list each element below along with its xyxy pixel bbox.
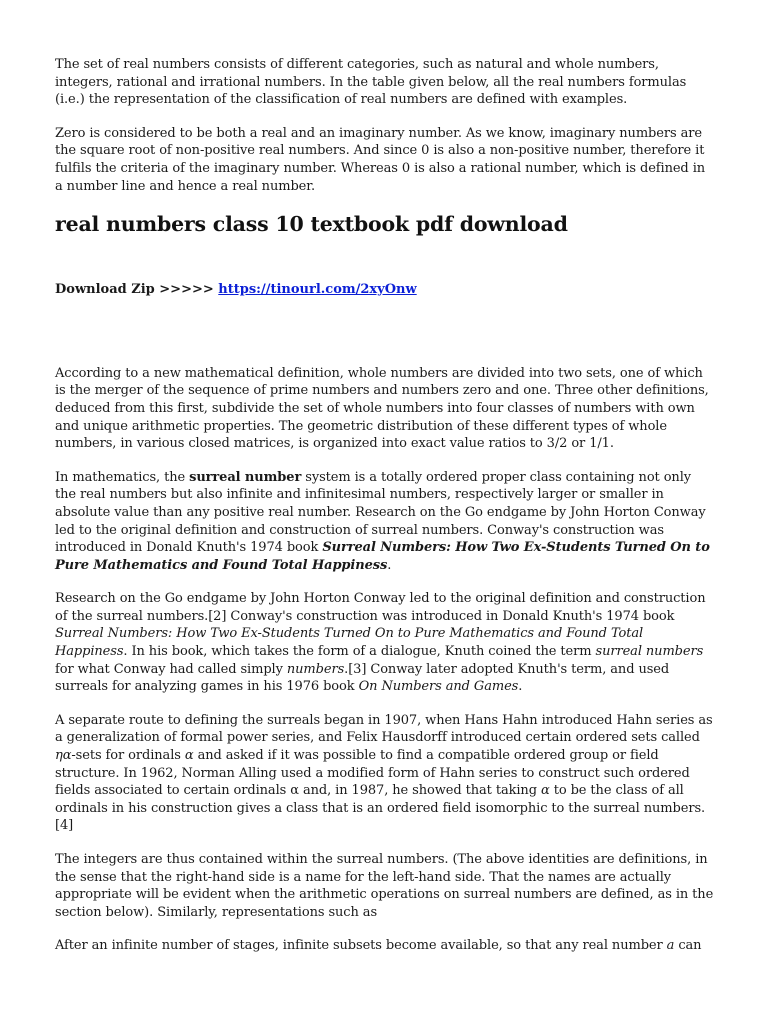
text-run: to be the class of all ordinals in his construction gives a class that is an ordered field isomorphic to the surreal numbers.[4] <box>55 783 706 834</box>
paragraph-hahn-series-route <box>55 712 715 835</box>
download-label: Download Zip >>>>> <box>55 282 219 298</box>
text-run: . In his book, which takes the form of a dialogue, Knuth coined the term <box>123 644 596 660</box>
italic-term-numbers: numbers <box>286 661 345 677</box>
paragraph-whole-numbers-definition: According to a new mathematical definition, whole numbers are divided into two sets, one of which is the merger of the sequence of prime numbers and numbers zero and one. Three other definitions, deduced from this first, subdivide the set of whole numbers into four classes of numbers with own and unique arithmetic properties. The geometric distribution of these different types of whole numbers, in various closed matrices, is organized into exact value ratios to 3/2 or 1/1. <box>55 365 709 452</box>
text-run: . <box>518 679 523 695</box>
blank-space <box>55 299 715 365</box>
text-run: In mathematics, the <box>55 469 190 485</box>
download-link[interactable]: https://tinourl.com/2xyOnw <box>218 282 417 298</box>
text-run: for what Conway had called simply <box>55 661 287 677</box>
paragraph-go-endgame-conway <box>55 590 715 696</box>
text-run: and asked if it was possible to find a compatible ordered group or field structure. In 1962, Norman Alling used a modified form of Hahn series to construct such ordered fields associated to certain ordinals α and, in 1987, he showed that taking <box>55 748 690 799</box>
text-run: After an infinite number of stages, infinite subsets become available, so that any real number <box>55 938 667 954</box>
italic-eta-alpha: ηα <box>55 748 72 764</box>
download-line <box>55 281 715 299</box>
page-heading: real numbers class 10 textbook pdf download <box>55 212 568 237</box>
paragraph-real-numbers-categories: The set of real numbers consists of different categories, such as natural and whole numbers, integers, rational and irrational numbers. In the table given below, all the real numbers formulas (i.e.) the representation of the classification of real numbers are defined with examples. <box>55 57 687 108</box>
italic-variable-a: a <box>666 938 675 954</box>
text-run: Research on the Go endgame by John Horton Conway led to the original definition and construction of the surreal numbers.[2] Conway's construction was introduced in Donald Knuth's 1974 book <box>55 591 706 624</box>
document-body <box>55 56 715 971</box>
text-run: -sets for ordinals <box>71 748 185 764</box>
text-run: .[3] Conway later adopted Knuth's term, and used surreals for analyzing games in his 1976 book <box>55 661 670 695</box>
paragraph-integers-contained: The integers are thus contained within the surreal numbers. (The above identities are definitions, in the sense that the right-hand side is a name for the left-hand side. That the names are actually appropriate will be evident when the arithmetic operations on surreal numbers are defined, as in the section below). Similarly, representations such as <box>55 852 714 920</box>
italic-alpha: α <box>540 783 550 799</box>
bold-term-surreal-number: surreal number <box>189 469 302 485</box>
text-run: A separate route to defining the surreals began in 1907, when Hans Hahn introduced Hahn series as a generalization of formal power series, and Felix Hausdorff introduced certain ordered sets called <box>55 712 713 746</box>
italic-book-title: Surreal Numbers: How Two Ex-Students Turned On to Pure Mathematics and Found Total Happiness <box>55 626 644 660</box>
text-run: system is a totally ordered proper class containing not only the real numbers but also infinite and infinitesimal numbers, respectively larger or smaller in absolute value than any positive real number. Research on the Go endgame by John Horton Conway led to the original definition and construction of surreal numbers. Conway's construction was introduced in Donald Knuth's 1974 book <box>55 469 706 556</box>
paragraph-infinite-stages <box>55 937 715 955</box>
italic-alpha: α <box>184 748 194 764</box>
text-run: . <box>387 557 392 573</box>
bold-italic-book-title: Surreal Numbers: How Two Ex-Students Turned On to Pure Mathematics and Found Total Happiness <box>55 540 710 573</box>
text-run: can <box>674 938 702 954</box>
paragraph-zero-real-imaginary: Zero is considered to be both a real and an imaginary number. As we know, imaginary numbers are the square root of non-positive real numbers. And since 0 is also a non-positive number, therefore it fulfils the criteria of the imaginary number. Whereas 0 is also a rational number, which is defined in a number line and hence a real number. <box>55 125 706 194</box>
paragraph-surreal-number-system <box>55 469 715 575</box>
italic-book-on-numbers-and-games: On Numbers and Games <box>358 679 519 695</box>
italic-term-surreal-numbers: surreal numbers <box>595 644 704 660</box>
